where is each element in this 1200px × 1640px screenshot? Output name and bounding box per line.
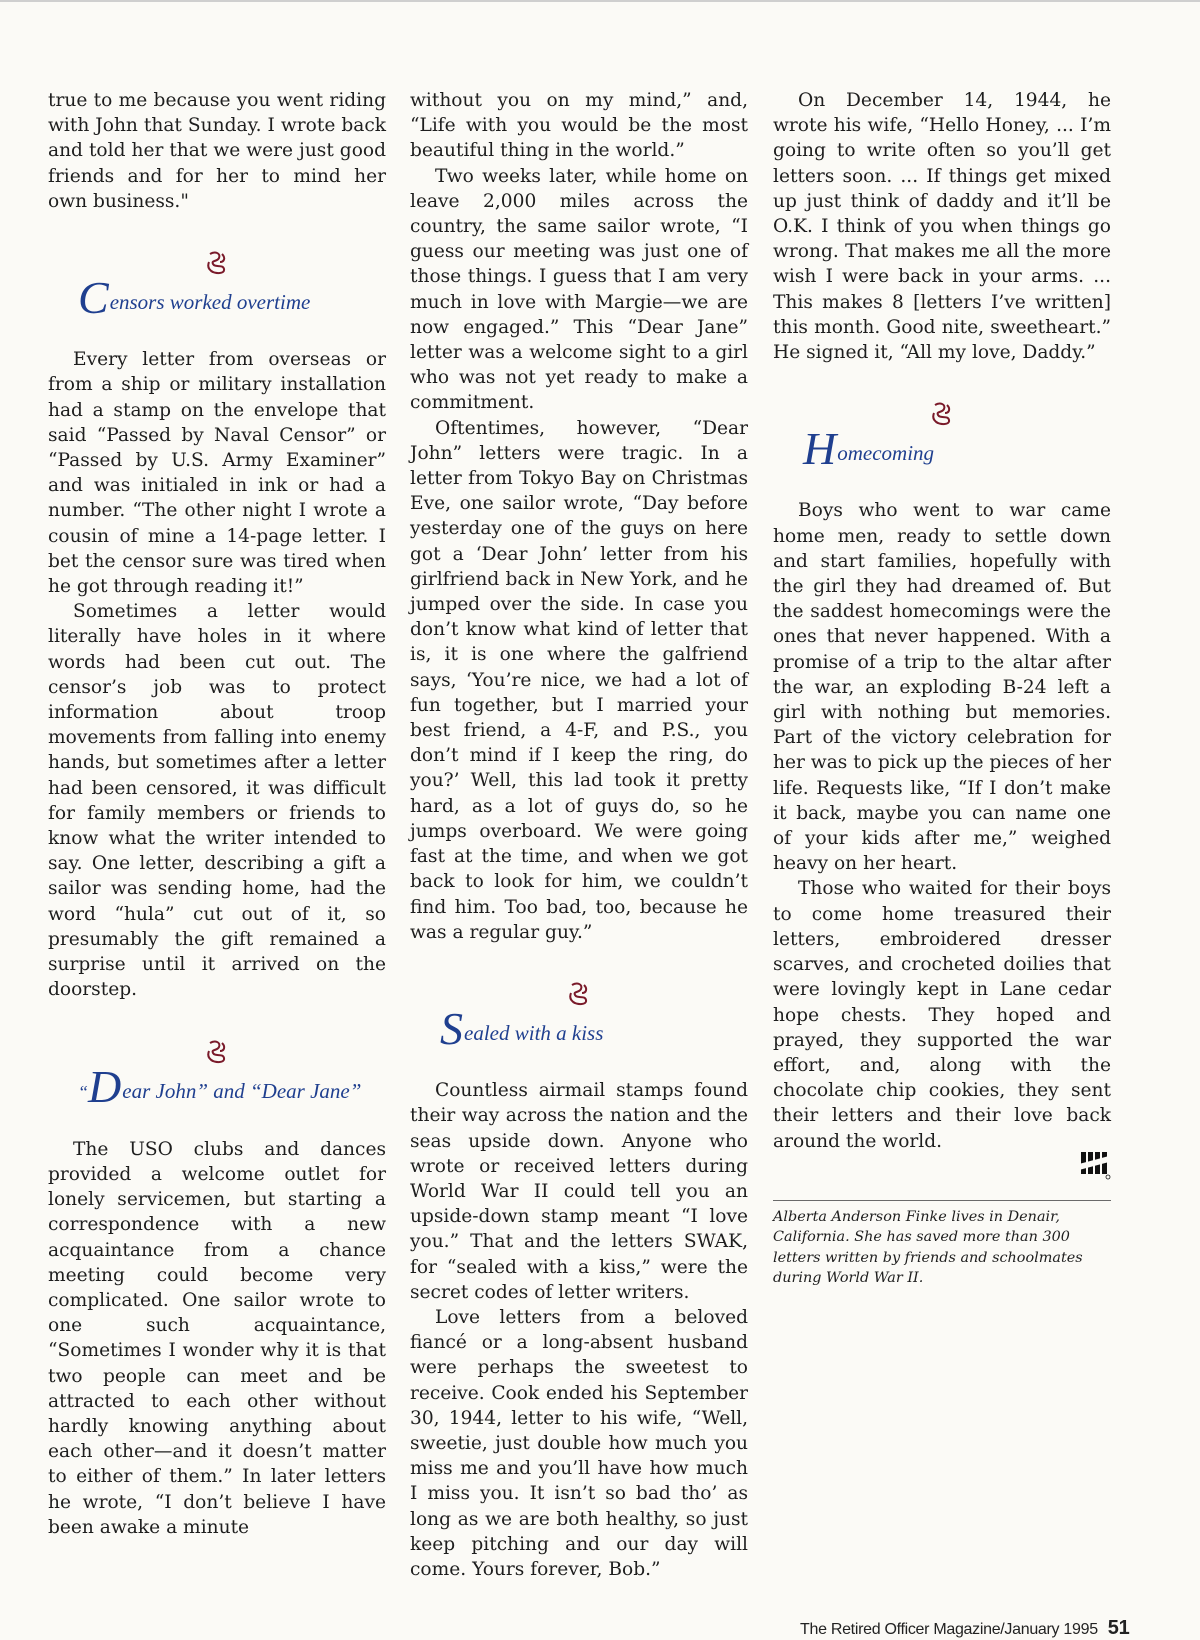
section-heading-censors: Censors worked overtime xyxy=(78,272,311,324)
column-1 xyxy=(48,88,386,1540)
paragraph: Boys who went to war came home men, ready to settle down and start families, hopefully with the girl they had dreamed of. But the saddest homecomings were the ones that never happened. With a promise of a trip to the altar after the war, an exploding B-24 left a girl with nothing but memories. Part of the victory celebration for her was to pick up the pieces of her life. Requests like, “If I don’t make it back, maybe you can name one of your kids after me,” weighed heavy on her heart. xyxy=(773,500,1111,875)
paragraph: Oftentimes, however, “Dear John” letters were tragic. In a letter from Tokyo Bay on Christmas Eve, one sailor wrote, “Day before yesterday one of the guys on here got a ‘Dear John’ letter from his girlfriend back in New York, and he jumped over the side. In case you don’t know what kind of letter that is, it is one where the galfriend says, ‘You’re nice, we had a lot of fun together, but I married your best friend, a 4-F, and P.S., you don’t mind if I keep the ring, do you?’ Well, this lad took it pretty hard, as a lot of guys do, so he jumps overboard. We were going fast at the time, and when we got back to look for him, we couldn’t find him. Too bad, too, because he was a regular guy.” xyxy=(410,417,748,943)
paragraph: Sometimes a letter would literally have holes in it where words had been cut out. The censor’s job was to protect information about troop movements from falling into enemy hands, but sometimes after a letter had been censored, it was difficult for family members or friends to know what the writer intended to say. One letter, describing a gift a sailor was sending home, had the word “hula” cut out of it, so presumably the gift remained a surprise until it arrived on the doorstep. xyxy=(48,601,386,1001)
paragraph: The USO clubs and dances provided a welcome outlet for lonely servicemen, but starting a correspondence with a new acquaintance from a chance meeting could become very complicated. One sailor wrote to one such acquaintance, “Sometimes I wonder why it is that two people can meet and be attracted to each other without hardly knowing anything about each other—and it doesn’t matter to either of them.” In later letters he wrote, “I don’t believe I have been awake a minute xyxy=(48,1138,386,1538)
end-mark-icon xyxy=(1077,1150,1111,1180)
publication-title: The Retired Officer Magazine/January 1995 xyxy=(800,1621,1098,1638)
section-heading-dear-john: “Dear John” and “Dear Jane” xyxy=(78,1060,362,1112)
end-mark-row xyxy=(773,1154,1111,1184)
section-heading-homecoming: Homecoming xyxy=(803,423,935,475)
paragraph: Every letter from overseas or from a ship or military installation had a stamp on the envelope that said “Passed by Naval Censor” or “Passed by U.S. Army Examiner” and was initialed in ink or had a number. “The other night I wrote a cousin of mine a 14-page letter. I bet the censor sure was tired when he got through reading it!” xyxy=(48,349,386,598)
paragraph: Two weeks later, while home on leave 2,000 miles across the country, the same sailor wrote, “I guess our meeting was just one of those things. I guess that I am very much in love with Margie—we are now engaged.” This “Dear Jane” letter was a welcome sight to a girl who was not yet ready to make a commitment. xyxy=(410,165,748,414)
page-footer xyxy=(800,1617,1129,1640)
page-number: 51 xyxy=(1107,1617,1130,1639)
author-bio: Alberta Anderson Finke lives in Denair, California. She has saved more than 300 letters written by friends and schoolmates during World War II. xyxy=(773,1200,1111,1289)
paragraph: On December 14, 1944, he wrote his wife, “Hello Honey, ... I’m going to write often so you’ll get letters soon. ... If things get mixed up just think of daddy and it’ll be O.K. I think of you when things go wrong. That makes me all the more wish I were back in your arms. ... This makes 8 [letters I’ve written] this month. Good nite, sweetheart.” He signed it, “All my love, Daddy.” xyxy=(773,90,1111,364)
paragraph: Those who waited for their boys to come home treasured their letters, embroidered dresser scarves, and crocheted doilies that were lovingly kept in Lane cedar hope chests. They hoped and prayed, they supported the war effort, and, along with the chocolate chip cookies, they sent their letters and their love back around the world. xyxy=(773,878,1111,1152)
column-3 xyxy=(773,88,1111,1289)
paragraph: Countless airmail stamps found their way across the nation and the seas upside down. Anyone who wrote or received letters during World War II could tell you an upside-down stamp meant “I love you.” That and the letters SWAK, for “sealed with a kiss,” were the secret codes of letter writers. xyxy=(410,1080,748,1303)
top-rule xyxy=(0,0,1200,2)
paragraph: without you on my mind,” and, “Life with you would be the most beautiful thing in the world.” xyxy=(410,90,748,162)
section-heading-sealed: Sealed with a kiss xyxy=(440,1002,604,1054)
paragraph: Love letters from a beloved fiancé or a long-absent husband were perhaps the sweetest to receive. Cook ended his September 30, 1944, letter to his wife, “Well, sweetie, just double how much you miss me and you’ll have how much I miss you. It isn’t so bad tho’ as long as we are both healthy, so just keep pitching and our day will come. Yours forever, Bob.” xyxy=(410,1306,748,1580)
column-2 xyxy=(410,88,748,1582)
paragraph: true to me because you went riding with John that Sunday. I wrote back and told her that we were just good friends and for her to mind her own business." xyxy=(48,90,386,212)
